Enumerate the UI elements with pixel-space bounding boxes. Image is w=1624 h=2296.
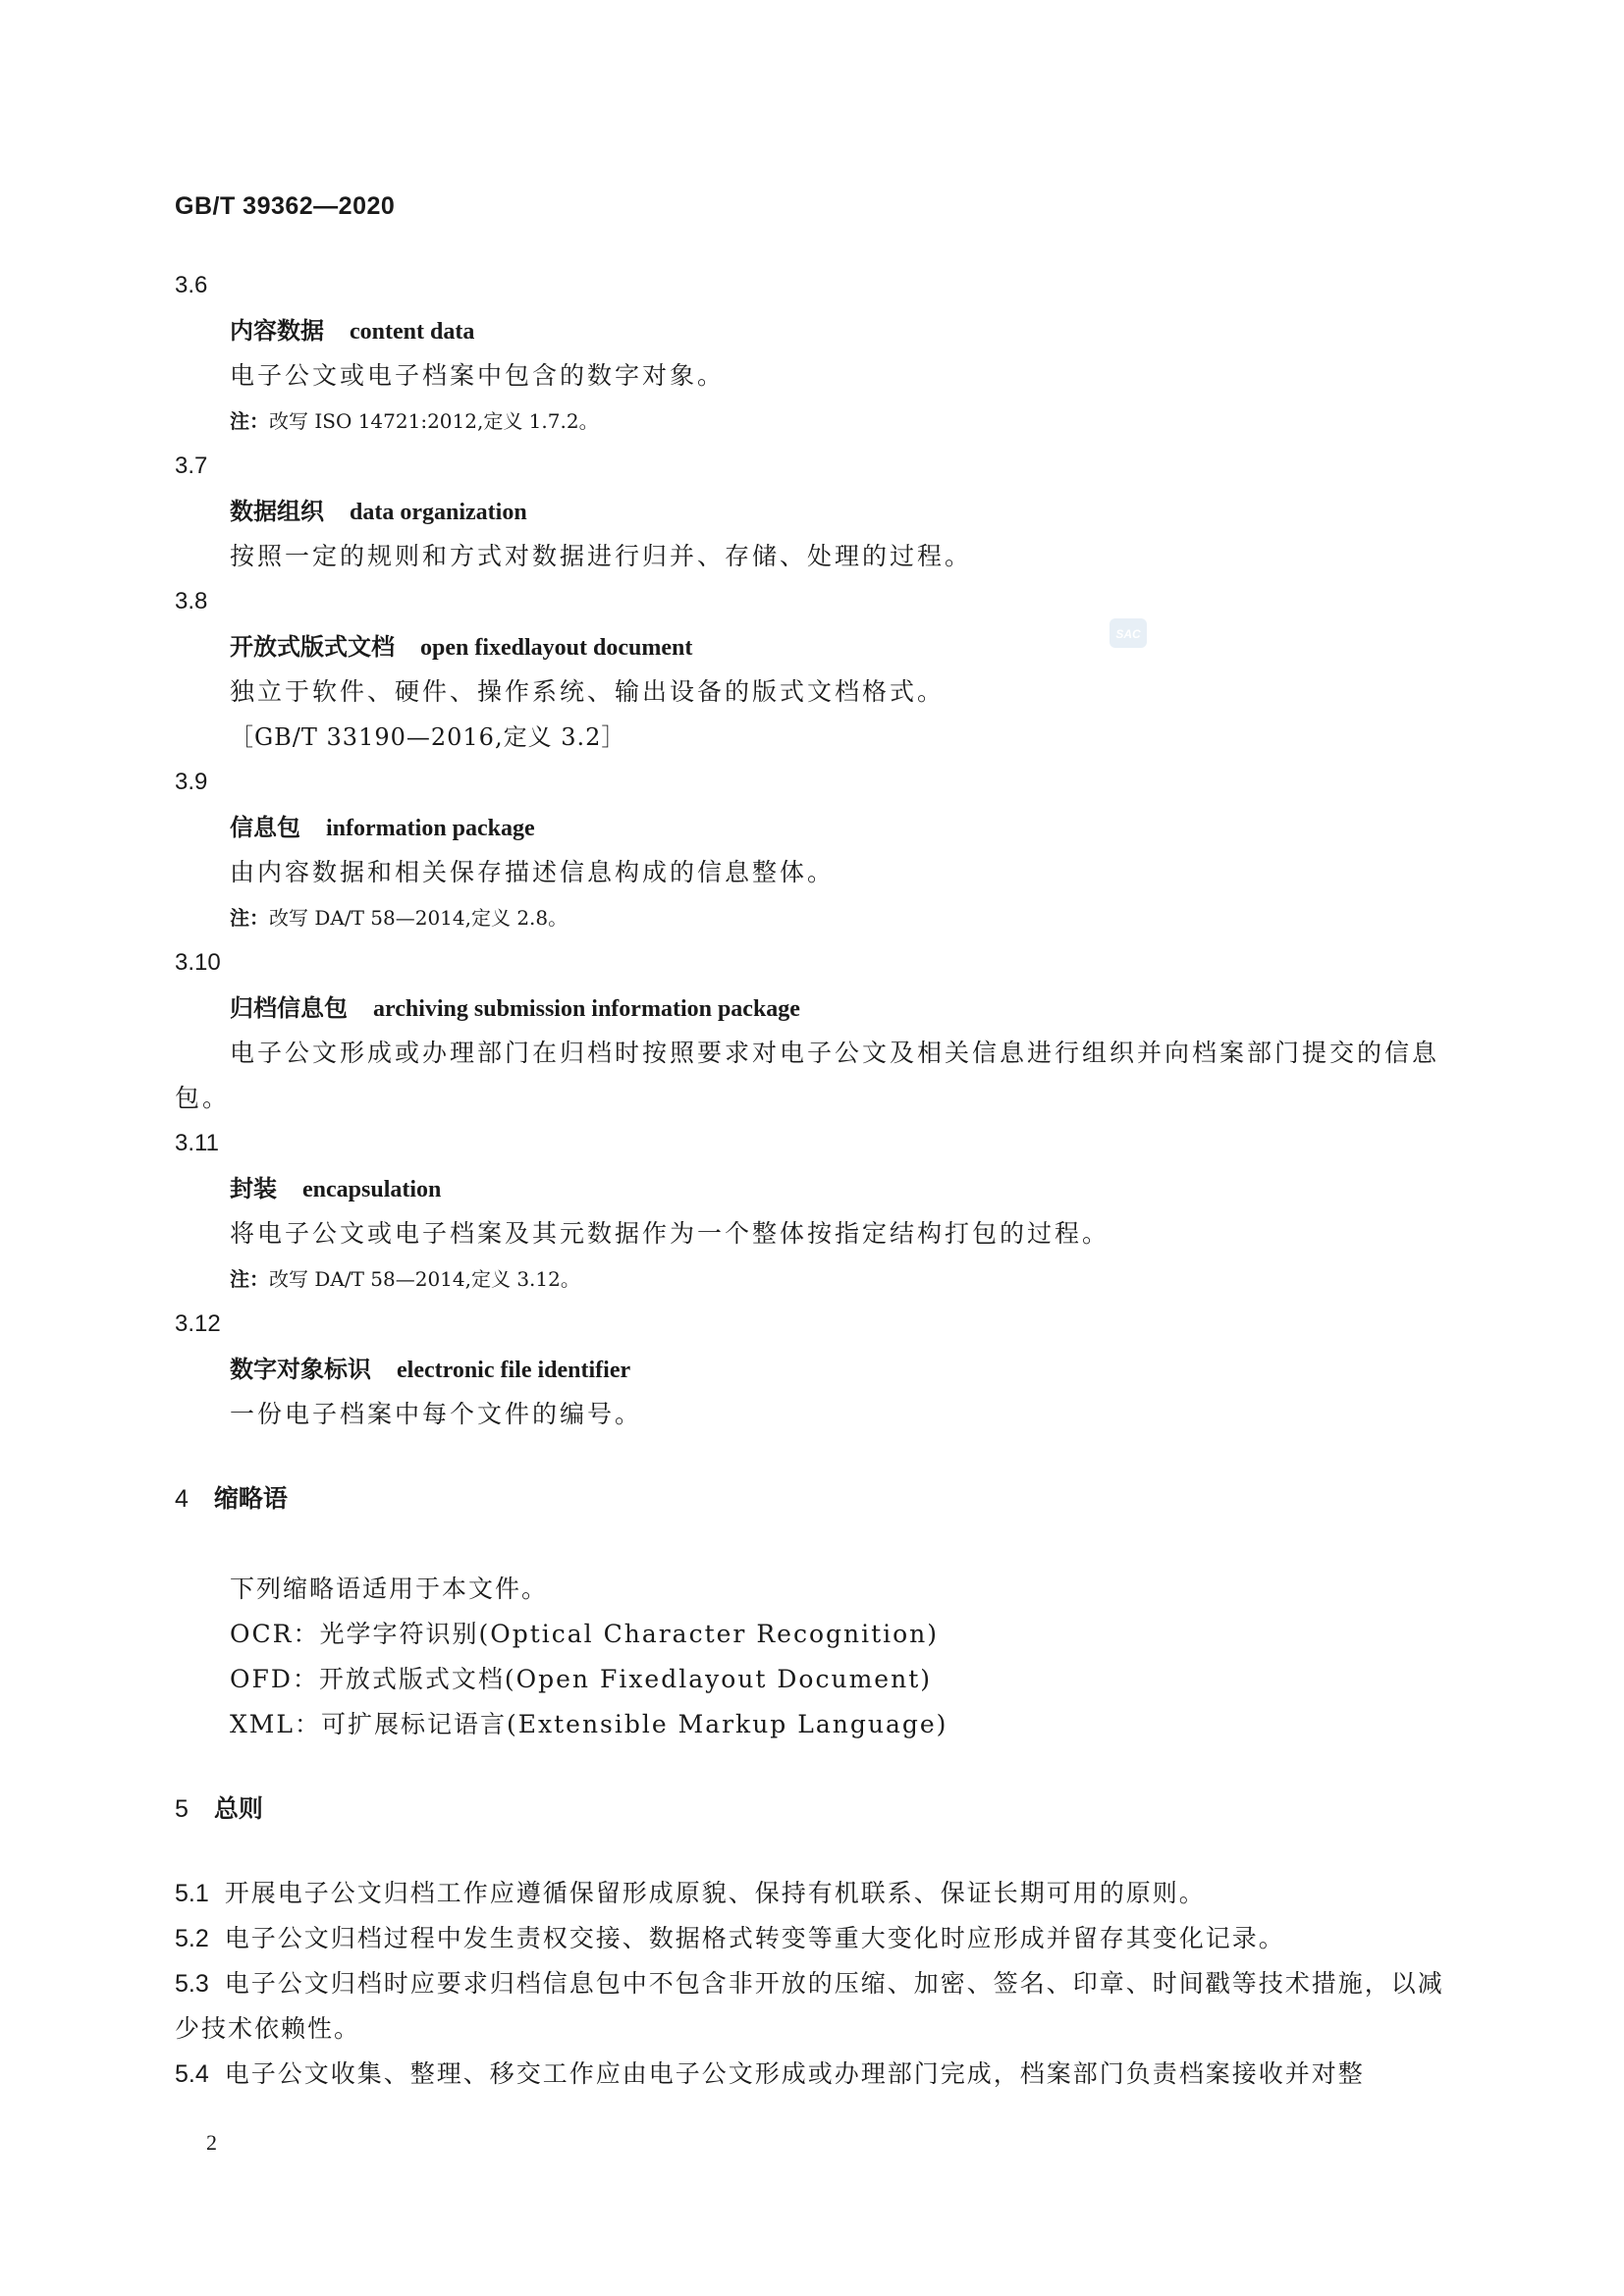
clause-number: 5.3 <box>175 1970 209 1998</box>
section-heading <box>175 1787 1451 1832</box>
note-label: 注： <box>230 409 269 433</box>
term-entry <box>175 263 1451 444</box>
term-title <box>175 624 1451 669</box>
clause-text: 电子公文收集、整理、移交工作应由电子公文形成或办理部门完成，档案部门负责档案接收并对整 <box>224 2059 1365 2088</box>
clause-text: 电子公文归档过程中发生责权交接、数据格式转变等重大变化时应形成并留存其变化记录。 <box>224 1924 1285 1952</box>
term-en: information package <box>326 816 535 841</box>
abbreviation-item: OFD：开放式版式文档(Open Fixedlayout Document) <box>230 1665 932 1693</box>
standard-code: GB/T 39362—2020 <box>175 192 396 220</box>
svg-text:SAC: SAC <box>1115 627 1141 641</box>
term-title <box>175 489 1451 534</box>
spacer <box>175 1747 1451 1787</box>
term-number: 3.12 <box>175 1310 221 1337</box>
term-number: 3.10 <box>175 949 221 976</box>
clause <box>175 1916 1451 1961</box>
term-entry <box>175 1121 1451 1302</box>
term-title <box>175 1166 1451 1211</box>
term-source: ［GB/T 33190—2016,定义 3.2］ <box>230 723 626 751</box>
clause <box>175 1871 1451 1916</box>
term-entry <box>175 940 1451 1121</box>
section-title: 总则 <box>213 1795 263 1823</box>
term-number: 3.8 <box>175 588 208 614</box>
term-entry <box>175 760 1451 940</box>
page-number: 2 <box>206 2130 217 2155</box>
term-en: encapsulation <box>302 1177 442 1202</box>
clause <box>175 2052 1451 2097</box>
term-title <box>175 805 1451 850</box>
term-number: 3.7 <box>175 453 208 479</box>
term-definition: 由内容数据和相关保存描述信息构成的信息整体。 <box>230 858 836 886</box>
spacer <box>175 1522 1451 1567</box>
spacer <box>175 1437 1451 1476</box>
note-label: 注： <box>230 1267 269 1291</box>
term-entry <box>175 579 1451 760</box>
note-text: 改写 DA/T 58—2014,定义 3.12。 <box>269 1267 580 1291</box>
term-number: 3.6 <box>175 272 208 298</box>
section-heading <box>175 1476 1451 1522</box>
term-entry <box>175 444 1451 579</box>
term-number: 3.11 <box>175 1130 219 1156</box>
note-text: 改写 ISO 14721:2012,定义 1.7.2。 <box>269 409 599 433</box>
clause-text: 电子公文归档时应要求归档信息包中不包含非开放的压缩、加密、签名、印章、时间戳等技术措施，以减少技术依赖性。 <box>175 1969 1444 2043</box>
term-note <box>175 895 1451 940</box>
note-label: 注： <box>230 906 269 930</box>
term-note <box>175 1256 1451 1302</box>
term-number: 3.9 <box>175 769 208 795</box>
abbreviation-intro: 下列缩略语适用于本文件。 <box>230 1575 549 1603</box>
clause-number: 5.2 <box>175 1925 209 1952</box>
term-title <box>175 1347 1451 1392</box>
term-en: data organization <box>350 500 527 525</box>
term-zh: 信息包 <box>230 813 300 841</box>
term-zh: 归档信息包 <box>230 993 348 1022</box>
term-zh: 封装 <box>230 1174 277 1202</box>
term-zh: 开放式版式文档 <box>230 632 395 661</box>
clause-text: 开展电子公文归档工作应遵循保留形成原貌、保持有机联系、保证长期可用的原则。 <box>224 1879 1206 1907</box>
clause-number: 5.1 <box>175 1880 209 1907</box>
term-en: electronic file identifier <box>397 1358 631 1383</box>
term-title <box>175 308 1451 353</box>
document-body <box>175 263 1451 2097</box>
term-definition: 电子公文或电子档案中包含的数字对象。 <box>230 361 726 390</box>
term-en: archiving submission information package <box>373 996 800 1022</box>
note-text: 改写 DA/T 58—2014,定义 2.8。 <box>269 906 568 930</box>
abbreviation-item: XML：可扩展标记语言(Extensible Markup Language) <box>230 1710 948 1738</box>
term-title <box>175 986 1451 1031</box>
clause <box>175 1961 1451 2052</box>
spacer <box>175 1832 1451 1871</box>
section-number: 5 <box>175 1795 189 1823</box>
abbreviation-item: OCR：光学字符识别(Optical Character Recognition) <box>230 1620 940 1648</box>
section-title: 缩略语 <box>213 1485 288 1513</box>
term-definition: 将电子公文或电子档案及其元数据作为一个整体按指定结构打包的过程。 <box>230 1219 1110 1248</box>
term-definition: 电子公文形成或办理部门在归档时按照要求对电子公文及相关信息进行组织并向档案部门提交的信息包。 <box>175 1039 1440 1112</box>
term-zh: 数据组织 <box>230 497 324 525</box>
term-en: open fixedlayout document <box>420 635 693 661</box>
term-definition: 一份电子档案中每个文件的编号。 <box>230 1400 643 1428</box>
term-entry <box>175 1302 1451 1437</box>
clause-number: 5.4 <box>175 2060 209 2088</box>
term-note <box>175 399 1451 444</box>
term-zh: 数字对象标识 <box>230 1355 371 1383</box>
term-zh: 内容数据 <box>230 316 324 345</box>
term-definition: 按照一定的规则和方式对数据进行归并、存储、处理的过程。 <box>230 542 973 570</box>
term-en: content data <box>350 319 475 345</box>
term-definition: 独立于软件、硬件、操作系统、输出设备的版式文档格式。 <box>230 677 946 706</box>
section-number: 4 <box>175 1485 189 1513</box>
